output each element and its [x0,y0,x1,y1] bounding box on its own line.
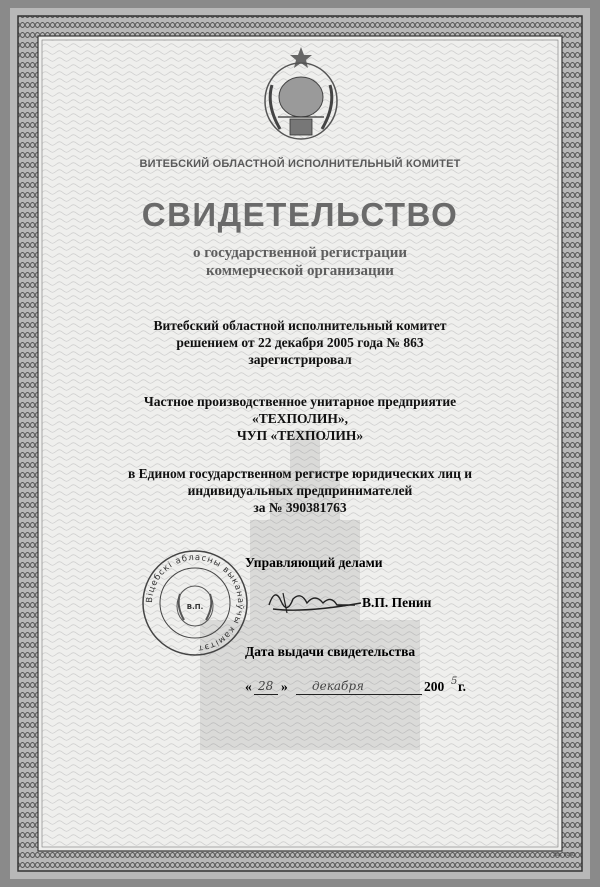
date-open-quote: « [245,679,252,694]
date-year-prefix: 200 [424,679,445,694]
register-paragraph [0,465,600,516]
paragraph-line: решением от 22 декабря 2005 года № 863 [176,335,424,350]
registration-paragraph [0,317,600,368]
issue-date-label: Дата выдачи свидетельства [245,644,416,659]
date-close-quote: » [281,679,288,694]
subtitle-line: о государственной регистрации [192,245,408,261]
date-day: 28 [258,679,274,693]
date-year-suffix: г. [458,679,466,694]
paragraph-line: индивидуальных предпринимателей [187,483,413,498]
date-month-line [296,694,422,695]
paragraph-line: за № 390381763 [253,500,347,515]
seal-ring-text: Віцебскі абласны выканаўчы камітэт [144,552,246,654]
date-year-digit: 5 [451,676,458,687]
seal-center-text: В.П. [186,603,204,611]
paragraph-line: Частное производственное унитарное предприятие [143,394,457,409]
company-paragraph [0,393,600,444]
certificate-title: СВИДЕТЕЛЬСТВО [141,196,459,233]
certificate-subtitle [0,244,600,280]
paragraph-line: Витебский областной исполнительный комитет [153,318,447,333]
paragraph-line: зарегистрировал [248,352,352,367]
form-number: Зак. 8150 [553,852,575,858]
paragraph-line: в Едином государственном регистре юридических лиц и [128,466,472,481]
official-seal-icon [140,548,250,658]
state-emblem-icon [258,45,344,143]
date-day-line [254,694,278,695]
manager-label: Управляющий делами [245,555,383,570]
paragraph-line: «ТЕХПОЛИН», [251,411,349,426]
paragraph-line: ЧУП «ТЕХПОЛИН» [236,428,364,443]
subtitle-line: коммерческой организации [206,263,394,279]
issuer-heading: ВИТЕБСКИЙ ОБЛАСТНОЙ ИСПОЛНИТЕЛЬНЫЙ КОМИТЕТ [139,158,461,170]
date-month: декабря [312,679,364,693]
signatory-name: В.П. Пенин [362,595,432,610]
handwritten-signature-icon [265,583,365,623]
